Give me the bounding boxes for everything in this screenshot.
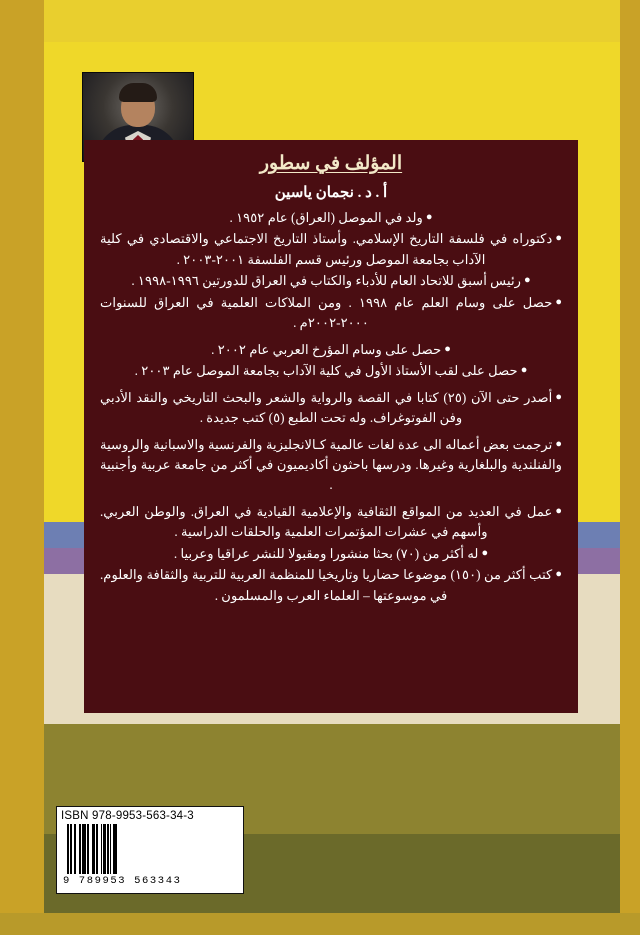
cover-bottom-edge-strip [0, 913, 640, 935]
list-item-text: كتب أكثر من (١٥٠) موضوعا حضاريا وتاريخيا للمنظمة العربية للتربية والثقافة والعلوم. في موسوعتها – العلماء العرب والمسلمون . [100, 567, 553, 603]
list-item-text: عمل في العديد من المواقع الثقافية والإعلامية القيادية في العراق. والوطن العربي. وأسهم في عشرات المؤتمرات العلمية والحلقات الدراسية . [100, 503, 553, 540]
list-item [100, 271, 562, 291]
bullet-icon: ● [425, 211, 433, 223]
list-item [100, 208, 562, 228]
list-item-text: دكتوراه في فلسفة التاريخ الإسلامي. وأستاذ التاريخ الاجتماعي والاقتصادي في كلية الآداب بجامعة الموصل ورئيس قسم الفلسفة ٢٠٠١-٢٠٠٣ . [100, 231, 553, 267]
list-item [100, 340, 562, 360]
list-item-text: ولد في الموصل (العراق) عام ١٩٥٢ . [229, 210, 423, 225]
author-name: أ . د . نجمان ياسين [274, 185, 388, 201]
panel-title: المؤلف في سطور [259, 153, 403, 174]
cover-left-edge-strip [0, 0, 44, 935]
biography-bullet-list [100, 208, 562, 606]
list-item-text: حصل على وسام العلم عام ١٩٩٨ . ومن الملاكات العلمية في العراق للسنوات ٢٠٠٠-٢٠٠٢م . [100, 294, 553, 331]
list-item [100, 361, 562, 381]
list-item-text: له أكثر من (٧٠) بحثا منشورا ومقبولا للنشر عراقيا وعربيا . [173, 545, 479, 561]
bullet-icon: ● [444, 342, 451, 355]
portrait-hair [119, 83, 157, 102]
list-item [100, 544, 562, 564]
background-band-yellow-top [0, 0, 640, 42]
bullet-icon: ● [524, 274, 531, 287]
list-item-text: رئيس أسبق للاتحاد العام للأدباء والكتاب في العراق للدورتين ١٩٩٦-١٩٩٨ . [131, 273, 522, 289]
bullet-icon: ● [555, 295, 562, 308]
list-item [100, 565, 562, 606]
list-item [100, 388, 562, 429]
barcode-graphic [61, 824, 239, 874]
bullet-icon: ● [555, 232, 562, 245]
barcode-digits: 9 789953 563343 [63, 875, 182, 887]
list-item-text: ترجمت بعض أعماله الى عدة لغات عالمية كـالانجليزية والفرنسية والاسبانية والروسية والفنلندية والبلغارية وغيرها. ودرسها باحثون أكاديميون في أكثر من جامعة عربية وأجنبية . [100, 436, 562, 493]
list-item [100, 293, 562, 334]
bullet-icon: ● [555, 568, 562, 581]
bullet-icon: ● [481, 546, 489, 559]
bullet-icon: ● [520, 364, 528, 377]
list-item [100, 435, 562, 496]
isbn-label: ISBN 978-9953-563-34-3 [61, 810, 194, 822]
list-item-text: حصل على لقب الأستاذ الأول في كلية الآداب بجامعة الموصل عام ٢٠٠٣ . [134, 363, 518, 379]
list-item [100, 229, 562, 270]
isbn-barcode-block [56, 806, 244, 894]
list-item-text: أصدر حتى الآن (٢٥) كتابا في القصة والرواية والشعر والبحث التاريخي والنقد الأدبي وفن الفوتوغراف. وله تحت الطبع (٥) كتب جديدة . [100, 389, 553, 426]
list-item [100, 502, 562, 543]
list-item-text: حصل على وسام المؤرخ العربي عام ٢٠٠٢ . [211, 341, 442, 357]
bullet-icon: ● [555, 504, 562, 517]
cover-right-edge-strip [620, 0, 640, 935]
author-biography-panel [84, 140, 578, 713]
bullet-icon: ● [555, 437, 562, 450]
bullet-icon: ● [555, 390, 562, 403]
